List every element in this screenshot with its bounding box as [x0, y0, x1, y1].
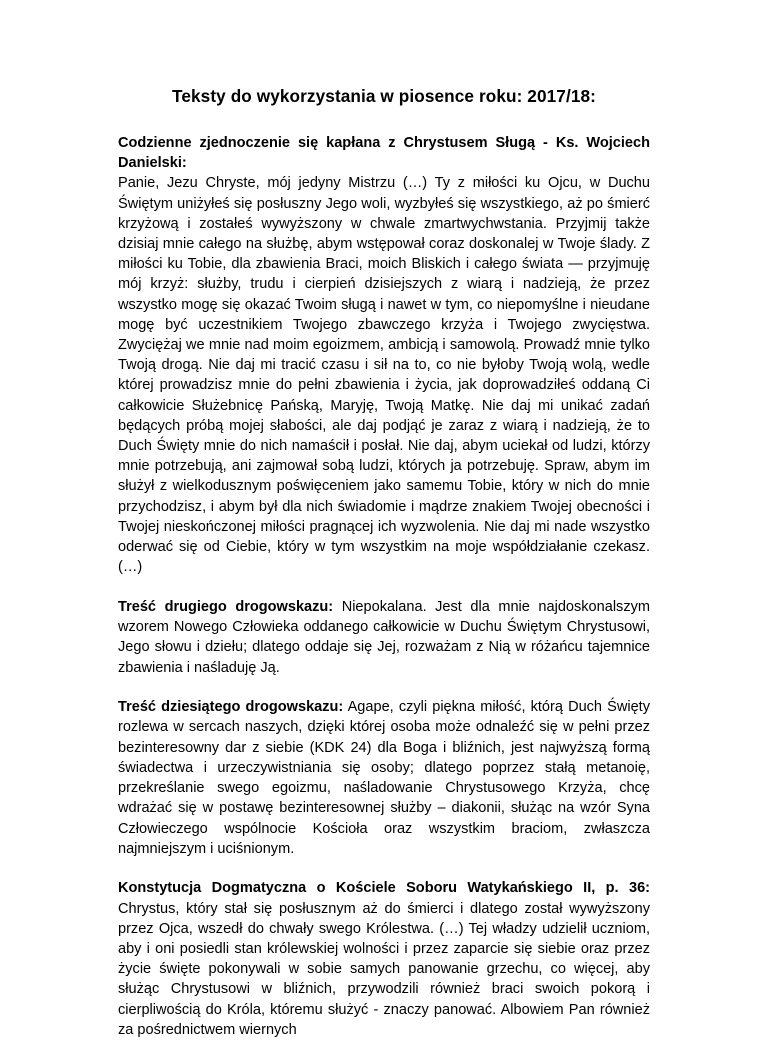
document-title: Teksty do wykorzystania w piosence roku: 2017/18: — [172, 86, 596, 106]
section-constitution — [118, 878, 650, 1040]
section-heading: Codzienne zjednoczenie się kapłana z Chrystusem Sługą - Ks. Wojciech Danielski: — [118, 135, 650, 172]
section-body: Agape, czyli piękna miłość, którą Duch Święty rozlewa w sercach naszych, dzięki której osoba może odnaleźć się w pełni przez bezinteresowny dar z siebie (KDK 24) dla Boga i bliźnich, jest najwyższą formą świadectwa i urzeczywistniania się osoby; dlatego poprzez stałą metanoię, przekreślanie swego egoizmu, naśladowanie Chrystusowego Krzyża, chcę wdrażać się w postawę bezinteresownej służby – diakonii, służąc na wzór Syna Człowieczego wspólnocie Kościoła oraz wszystkim braciom, zwłaszcza najmniejszym i uciśnionym. — [118, 699, 650, 857]
section-body: Chrystus, który stał się posłusznym aż do śmierci i dlatego został wywyższony przez Ojca, wszedł do chwały swego Królestwa. (…) Tej władzy udzielił uczniom, aby i oni posiedli stan królewskiej wolności i przez zaparcie się siebie oraz przez życie święte pokonywali w sobie samych panowanie grzechu, co więcej, aby służąc Chrystusowi w bliźnich, przywodzili również braci swoich pokorą i cierpliwością do Króla, któremu służyć - znaczy panować. Albowiem Pan również za pośrednictwem wiernych — [118, 900, 650, 1038]
section-daily-union — [118, 133, 650, 577]
section-tenth-signpost — [118, 697, 650, 859]
section-body: Niepokalana. Jest dla mnie najdoskonalszym wzorem Nowego Człowieka oddanego całkowicie w Duchu Świętym Chrystusowi, Jego słowu i dziełu; dlatego oddaje się Jej, rozważam z Nią w różańcu tajemnice zbawienia i naśladuję Ją. — [118, 598, 650, 676]
section-second-signpost — [118, 597, 650, 678]
section-heading: Treść dziesiątego drogowskazu: — [118, 699, 344, 716]
section-body: Panie, Jezu Chryste, mój jedyny Mistrzu (…) Ty z miłości ku Ojcu, w Duchu Świętym uniżyłeś się posłuszny Jego woli, wyzbyłeś się wszystkiego, aż po śmierć krzyżową i zostałeś wywyższony w chwale zmartwychwstania. Przyjmij także dzisiaj mnie całego na służbę, abym wstępował coraz doskonalej w Twoje ślady. Z miłości ku Tobie, dla zbawienia Braci, moich Bliskich i całego świata — przyjmuję mój krzyż: służby, trudu i cierpień dzisiejszych z wiarą i nadzieją, że przez wszystko mogę się okazać Twoim sługą i nawet w tym, co niepomyślne i nieudane mogę być uczestnikiem Twojego zbawczego krzyża i Twojego zwycięstwa. Zwyciężaj we mnie nad moim egoizmem, ambicją i samowolą. Prowadź mnie tylko Twoją drogą. Nie daj mi tracić czasu i sił na to, co nie byłoby Twoją wolą, wedle której prowadzisz mnie do pełni zbawienia i życia, jak doprowadziłeś oddaną Ci całkowicie Służebnicę Pańską, Maryję, Twoją Matkę. Nie daj mi unikać zadań będących próbą mojej słabości, ale daj podjąć je zaraz z wiarą i nadzieją, że to Duch Święty mnie do nich namaścił i posłał. Nie daj, abym uciekał od ludzi, którzy mnie potrzebują, ani zajmował sobą ludzi, których ja potrzebuję. Spraw, abym im służył z wielkodusznym poświęceniem jako samemu Tobie, który w nich do mnie przychodzisz, i abym był dla nich świadomie i mądrze znakiem Twojej obecności i Twojej nieskończonej miłości pragnącej ich wyzwolenia. Nie daj mi nade wszystko oderwać się od Ciebie, który w tym wszystkim na moje współdziałanie czekasz. (…) — [118, 175, 650, 576]
document-page — [118, 0, 650, 1040]
section-heading: Konstytucja Dogmatyczna o Kościele Soboru Watykańskiego II, p. 36: — [118, 880, 650, 897]
section-heading: Treść drugiego drogowskazu: — [118, 598, 334, 615]
